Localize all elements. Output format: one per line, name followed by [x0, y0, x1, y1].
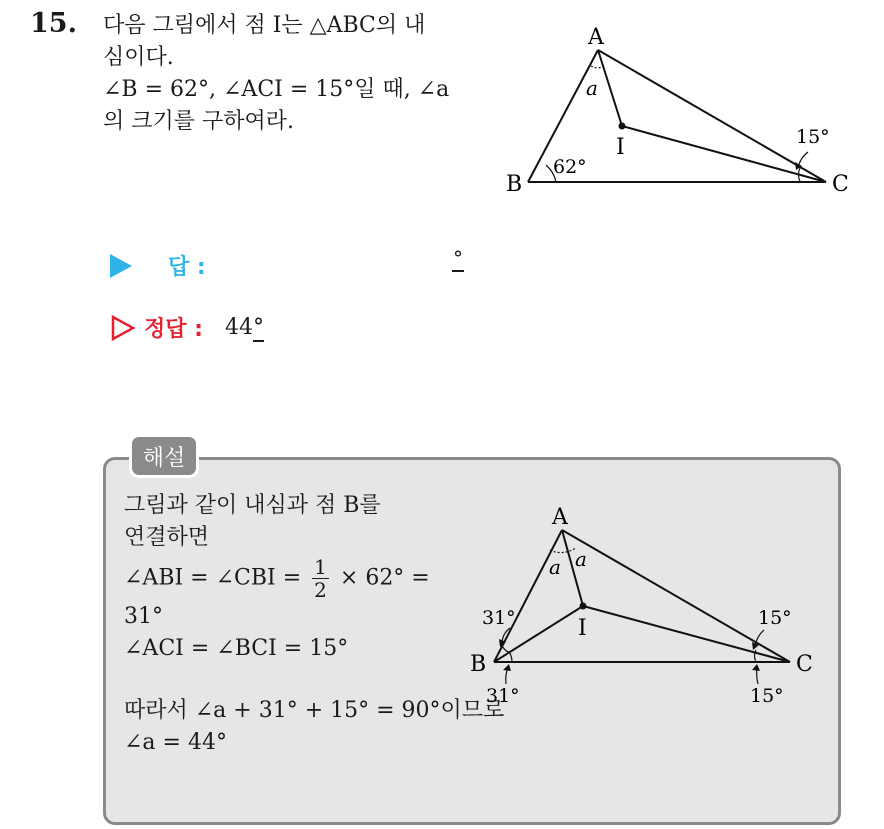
arrow-head [503, 664, 511, 671]
angle-arc-c [755, 650, 757, 662]
label-angle-31-bottom: 31° [486, 685, 520, 707]
angle-arc-a [550, 548, 576, 553]
answer-row [110, 250, 206, 281]
correct-label: 정답 : [144, 317, 203, 342]
correct-answer-row [110, 312, 264, 343]
angle-arc-b-top [502, 646, 509, 652]
correct-number: 44 [224, 315, 253, 340]
label-angle-62: 62° [553, 156, 587, 178]
correct-value [225, 315, 264, 340]
explanation-eq1-result: 31° [124, 604, 163, 629]
label-angle-a: a [586, 76, 598, 100]
question-line: 심이다. [103, 45, 174, 70]
fraction-numerator: 1 [314, 555, 327, 579]
answer-unit: ° [453, 246, 463, 270]
explanation-eq4: ∠a = 44° [124, 730, 227, 755]
label-angle-15-bottom: 15° [750, 685, 784, 707]
side-ac [598, 50, 826, 182]
label-angle-15: 15° [796, 126, 830, 148]
correct-unit: ° [252, 315, 264, 340]
angle-arc-b-bottom [509, 652, 512, 662]
label-i-point: I [616, 135, 625, 160]
question-line: ∠B = 62°, ∠ACI = 15°일 때, ∠a [103, 77, 450, 102]
label-angle-15-top: 15° [758, 607, 792, 629]
explanation-eq1 [124, 556, 504, 601]
label-i-point: I [578, 616, 587, 641]
question-line: 의 크기를 구하여라. [103, 109, 294, 134]
fraction-half [312, 556, 329, 601]
outline-triangle-icon [110, 315, 136, 341]
explanation-eq3: 따라서 ∠a + 31° + 15° = 90°이므로 [124, 698, 505, 723]
answer-blank[interactable] [452, 246, 464, 270]
question-text [103, 10, 483, 138]
label-a-vertex: A [552, 505, 568, 530]
arrow-head [795, 162, 802, 170]
angle-arc-a [591, 66, 603, 68]
triangle-figure-1 [495, 18, 865, 203]
explanation-line: 연결하면 [124, 525, 210, 550]
triangle-figure-2 [460, 500, 840, 710]
arrow-head [752, 664, 760, 671]
label-angle-a-left: a [549, 555, 561, 579]
incenter-point [619, 123, 626, 130]
explanation-line: 그림과 같이 내심과 점 B를 [124, 493, 381, 518]
label-angle-a-right: a [575, 547, 587, 571]
eq1-left: ∠ABI = ∠CBI = [124, 565, 302, 591]
eq1-right: × 62° = [339, 565, 430, 591]
explanation-tab: 해설 [129, 434, 199, 478]
play-triangle-icon [110, 254, 132, 278]
fraction-denominator: 2 [314, 578, 327, 602]
label-a-vertex: A [588, 25, 604, 50]
incenter-point [580, 603, 587, 610]
explanation-eq2: ∠ACI = ∠BCI = 15° [124, 636, 349, 661]
label-c-vertex: C [796, 652, 813, 677]
label-b-vertex: B [470, 652, 487, 677]
label-c-vertex: C [832, 172, 849, 197]
explanation-text [124, 490, 504, 759]
answer-label: 답 : [168, 255, 206, 280]
question-number: 15. [30, 8, 77, 39]
question-line: 다음 그림에서 점 I는 △ABC의 내 [103, 13, 426, 38]
label-b-vertex: B [506, 172, 523, 197]
label-angle-31-top: 31° [482, 607, 516, 629]
